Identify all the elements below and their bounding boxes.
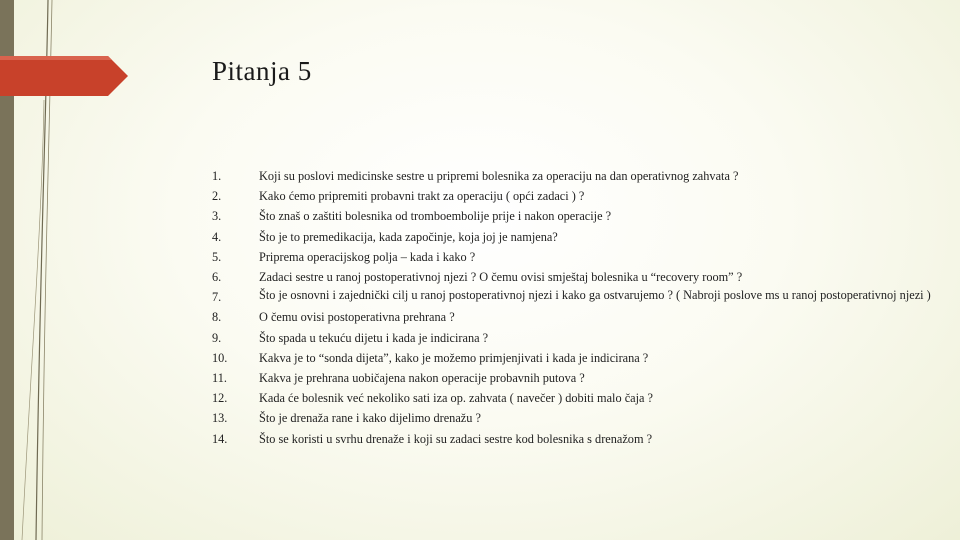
question-number: 6. xyxy=(212,270,222,285)
list-item xyxy=(212,227,932,247)
title-accent-tab xyxy=(0,56,128,96)
list-item xyxy=(212,328,932,348)
question-number: 13. xyxy=(212,411,228,426)
list-item xyxy=(212,247,932,267)
question-text: O čemu ovisi postoperativna prehrana ? xyxy=(259,310,455,325)
question-number: 2. xyxy=(212,189,222,204)
list-item xyxy=(212,287,932,307)
question-number: 10. xyxy=(212,350,228,365)
list-item xyxy=(212,267,932,287)
list-item xyxy=(212,166,932,186)
question-number: 7. xyxy=(212,290,222,305)
question-number: 3. xyxy=(212,209,222,224)
question-text: Što znaš o zaštiti bolesnika od tromboembolije prije i nakon operacije ? xyxy=(259,209,612,224)
list-item xyxy=(212,408,932,428)
list-item xyxy=(212,307,932,327)
question-text: Kada će bolesnik već nekoliko sati iza op. zahvata ( navečer ) dobiti malo čaja ? xyxy=(259,391,654,406)
question-number: 1. xyxy=(212,169,222,183)
question-number: 8. xyxy=(212,310,222,325)
question-text: Što spada u tekuću dijetu i kada je indicirana ? xyxy=(259,330,489,345)
question-number: 5. xyxy=(212,249,222,264)
slide-title: Pitanja 5 xyxy=(212,56,312,86)
question-text: Zadaci sestre u ranoj postoperativnoj njezi ? O čemu ovisi smještaj bolesnika u “recovery room” ? xyxy=(259,270,743,285)
question-number: 9. xyxy=(212,330,222,345)
question-list xyxy=(212,166,932,449)
list-item xyxy=(212,206,932,226)
question-number: 14. xyxy=(212,431,228,446)
question-number: 12. xyxy=(212,391,228,406)
list-item xyxy=(212,348,932,368)
question-number: 4. xyxy=(212,229,222,244)
question-text: Što se koristi u svrhu drenaže i koji su zadaci sestre kod bolesnika s drenažom ? xyxy=(259,431,653,446)
question-text: Kako ćemo pripremiti probavni trakt za operaciju ( opći zadaci ) ? xyxy=(259,189,585,204)
question-text: Što je drenaža rane i kako dijelimo drenažu ? xyxy=(259,411,481,426)
question-text: Priprema operacijskog polja – kada i kako ? xyxy=(259,249,476,264)
question-text: Što je to premedikacija, kada započinje, koja joj je namjena? xyxy=(259,229,558,244)
question-text: Što je osnovni i zajednički cilj u ranoj postoperativnoj njezi i kako ga ostvarujemo ? ( Nabroji poslove ms u ranoj postoperativnoj njezi ) xyxy=(259,288,931,303)
list-item xyxy=(212,388,932,408)
question-text: Kakva je prehrana uobičajena nakon operacije probavnih putova ? xyxy=(259,371,585,386)
list-item xyxy=(212,368,932,388)
list-item xyxy=(212,186,932,206)
list-item xyxy=(212,429,932,449)
question-text: Koji su poslovi medicinske sestre u pripremi bolesnika za operaciju na dan operativnog zahvata ? xyxy=(259,169,739,183)
question-number: 11. xyxy=(212,371,227,386)
question-text: Kakva je to “sonda dijeta”, kako je možemo primjenjivati i kada je indicirana ? xyxy=(259,350,649,365)
